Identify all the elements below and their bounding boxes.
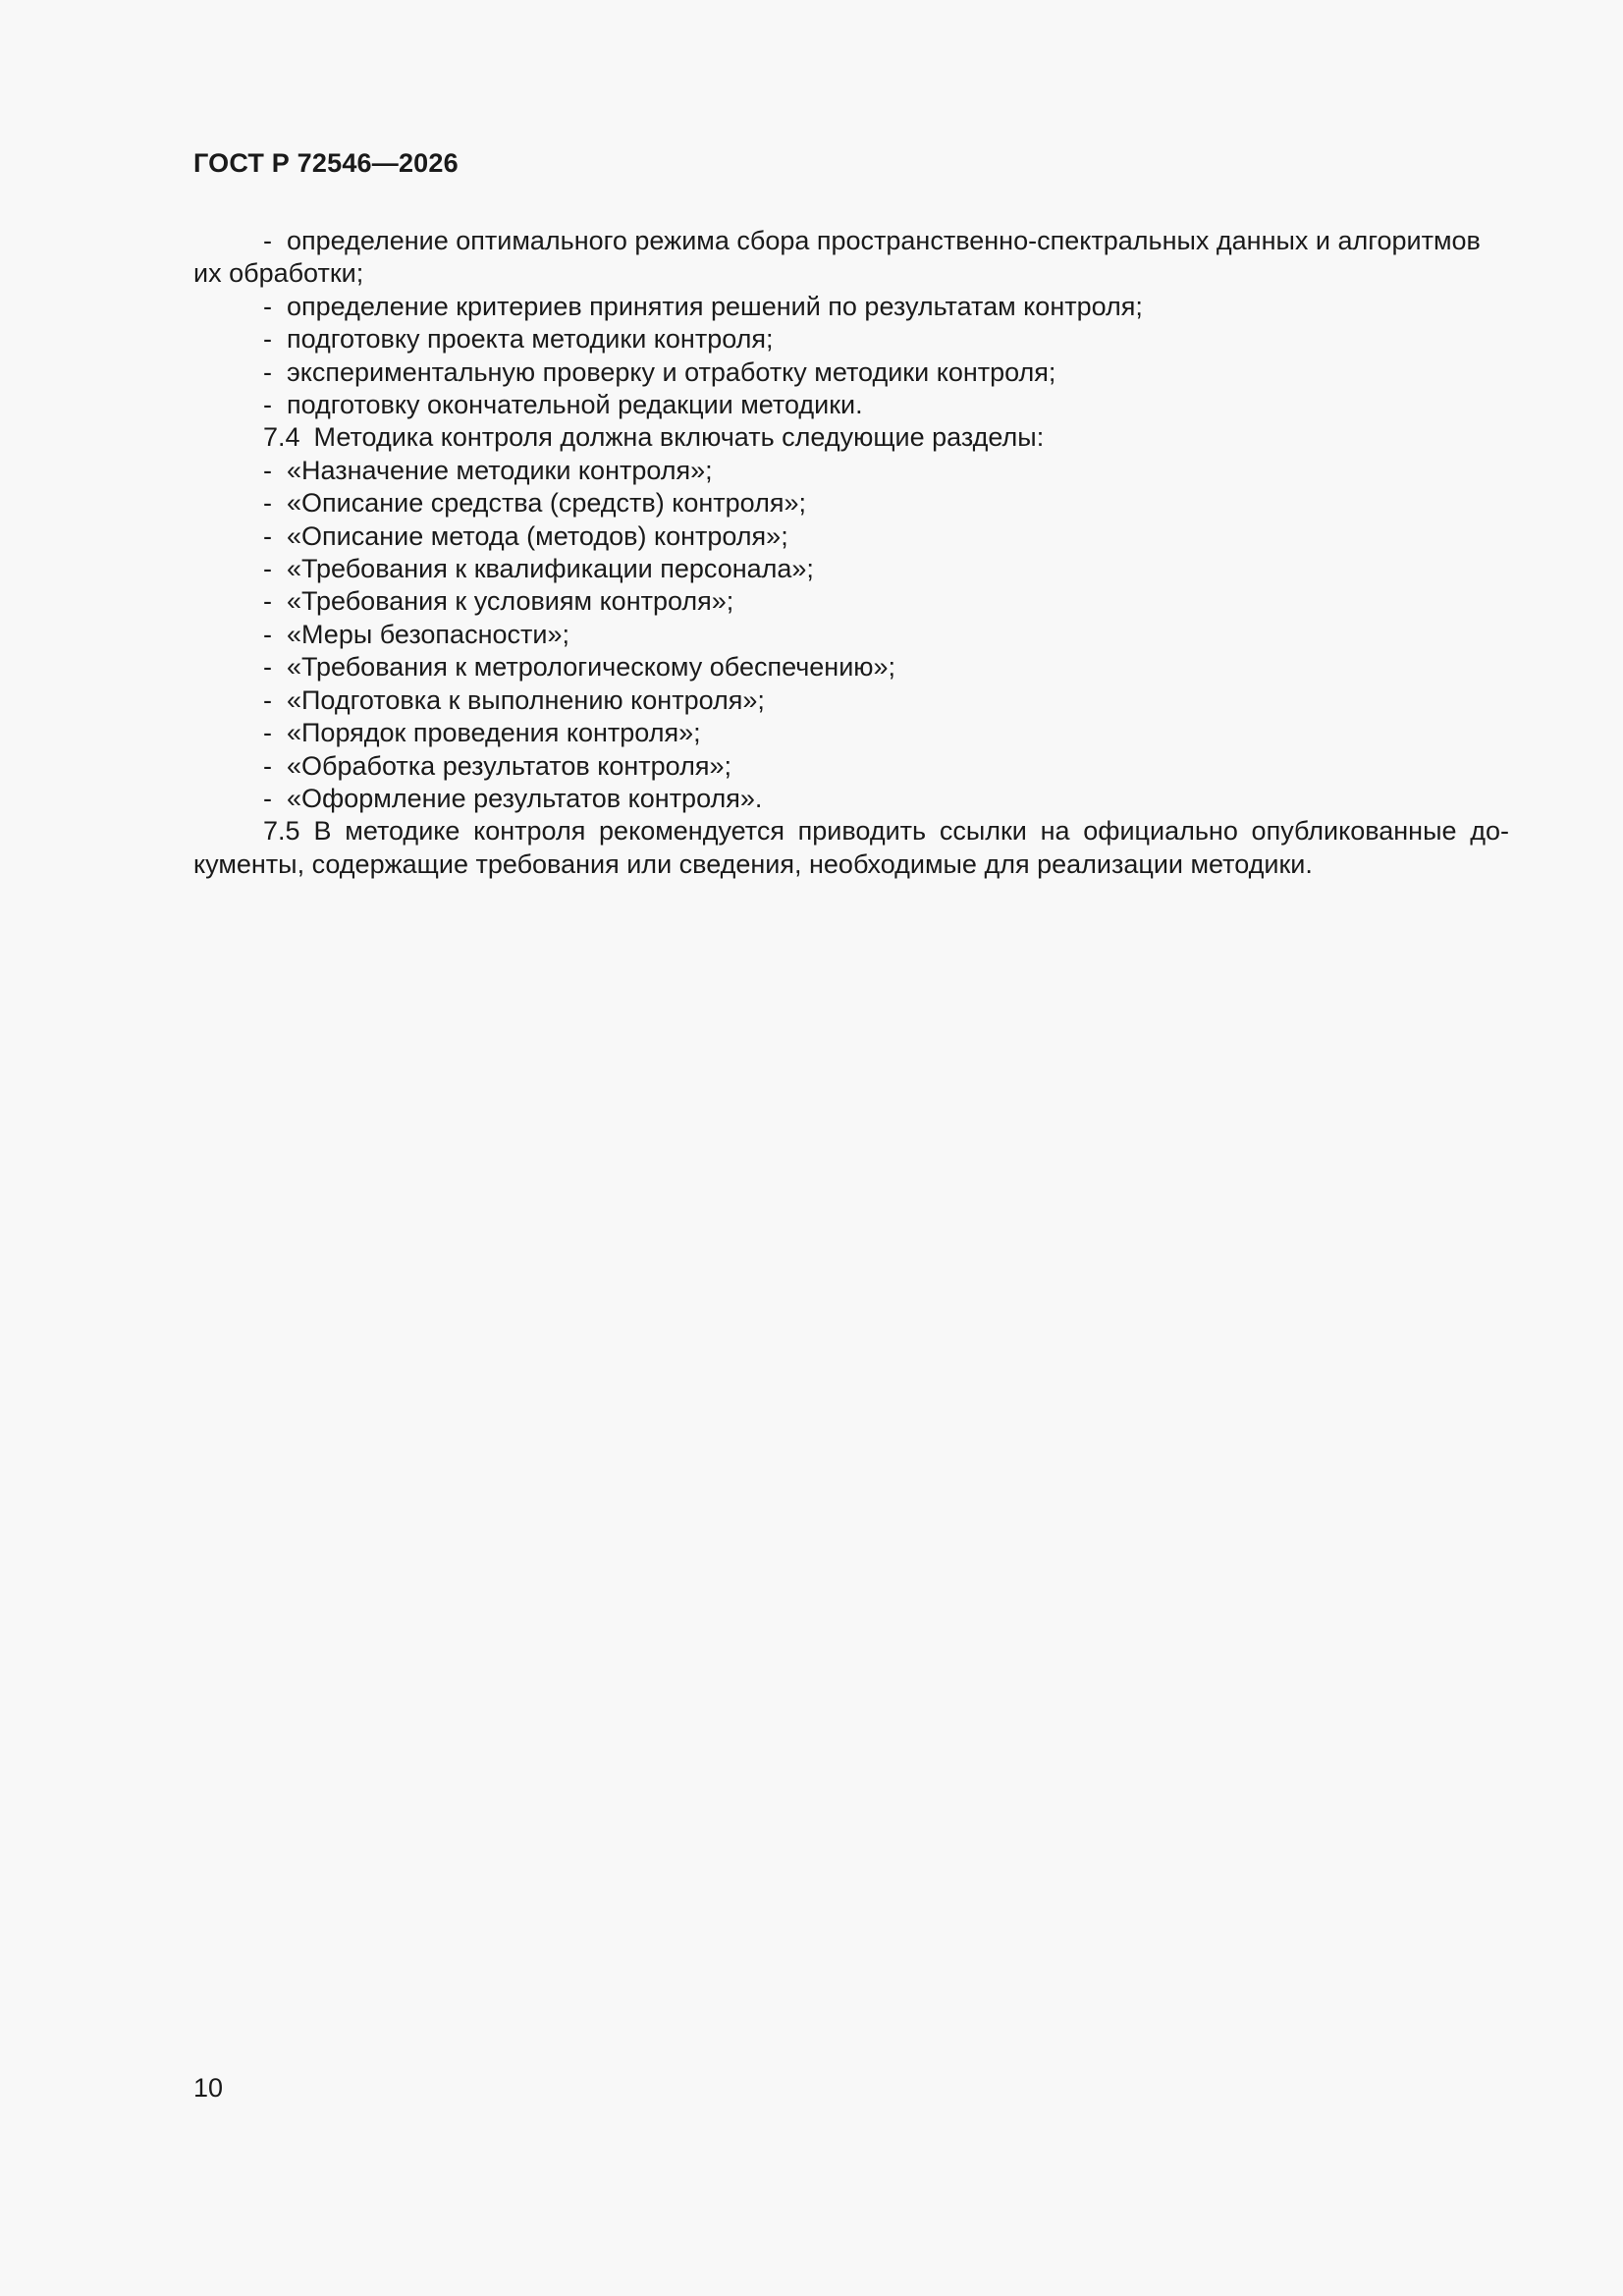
list-dash: -: [263, 783, 272, 813]
list-item-text: «Меры безопасности»;: [287, 619, 569, 649]
clause-number: 7.5: [263, 816, 300, 847]
list-dash: -: [263, 554, 272, 584]
list-item-text: «Назначение методики контроля»;: [287, 455, 713, 485]
list-item-continuation: их обработки;: [193, 258, 364, 289]
list-item-text: «Порядок проведения контроля»;: [287, 718, 701, 748]
list-item-text: «Требования к квалификации персонала»;: [287, 554, 814, 584]
list-item: [193, 783, 1509, 815]
list-item-text: подготовку проекта методики контроля;: [287, 324, 774, 355]
list-item-text: «Оформление результатов контроля».: [287, 783, 763, 813]
list-item: [193, 455, 1509, 487]
list-dash: -: [263, 750, 272, 781]
clause-text: Методика контроля должна включать следующие разделы:: [313, 422, 1045, 453]
list-item-text: экспериментальную проверку и отработку методики контроля;: [287, 356, 1056, 387]
list-item: [193, 291, 1509, 323]
list-item-text: «Описание метода (методов) контроля»;: [287, 520, 788, 551]
list-dash: -: [263, 520, 272, 551]
list-item-text: «Обработка результатов контроля»;: [287, 750, 731, 781]
list-dash: -: [263, 684, 272, 715]
list-item: [193, 225, 1509, 257]
document-header: ГОСТ Р 72546—2026: [193, 148, 459, 178]
list-item-text: определение оптимального режима сбора пространственно-спектральных данных и алгоритмов: [287, 226, 1481, 255]
clause-number: 7.4: [263, 422, 300, 453]
list-item-text: подготовку окончательной редакции методики.: [287, 390, 863, 420]
list-item: [193, 619, 1509, 651]
list-dash: -: [263, 718, 272, 748]
clause-7-5-line-1: [193, 815, 1509, 847]
list-item: [193, 389, 1509, 421]
list-dash: -: [263, 390, 272, 420]
list-item: [193, 520, 1509, 553]
list-item: [193, 684, 1509, 717]
document-body: [193, 225, 1509, 881]
list-item: [193, 750, 1509, 783]
list-item: [193, 585, 1509, 618]
list-item: [193, 553, 1509, 585]
list-dash: -: [263, 291, 272, 321]
list-dash: -: [263, 488, 272, 519]
list-dash: -: [263, 324, 272, 355]
list-item-text: «Требования к условиям контроля»;: [287, 586, 734, 617]
list-item: [193, 717, 1509, 749]
list-item-text: «Описание средства (средств) контроля»;: [287, 488, 806, 519]
page-number: 10: [193, 2073, 224, 2103]
list-item-text: «Подготовка к выполнению контроля»;: [287, 684, 765, 715]
clause-text: В методике контроля рекомендуется приводить ссылки на официально опубликованные до-: [313, 816, 1509, 847]
list-dash: -: [263, 586, 272, 617]
list-item: [193, 323, 1509, 355]
list-dash: -: [263, 226, 272, 255]
list-dash: -: [263, 455, 272, 485]
clause-7-5-line-2: кументы, содержащие требования или сведения, необходимые для реализации методики.: [193, 848, 1313, 879]
list-item: [193, 356, 1509, 389]
list-item-text: «Требования к метрологическому обеспечению»;: [287, 652, 896, 683]
list-item: [193, 651, 1509, 683]
list-item: [193, 487, 1509, 519]
list-item-text: определение критериев принятия решений по результатам контроля;: [287, 291, 1143, 321]
list-dash: -: [263, 356, 272, 387]
list-dash: -: [263, 619, 272, 649]
list-dash: -: [263, 652, 272, 683]
clause-7-4: [193, 421, 1509, 454]
